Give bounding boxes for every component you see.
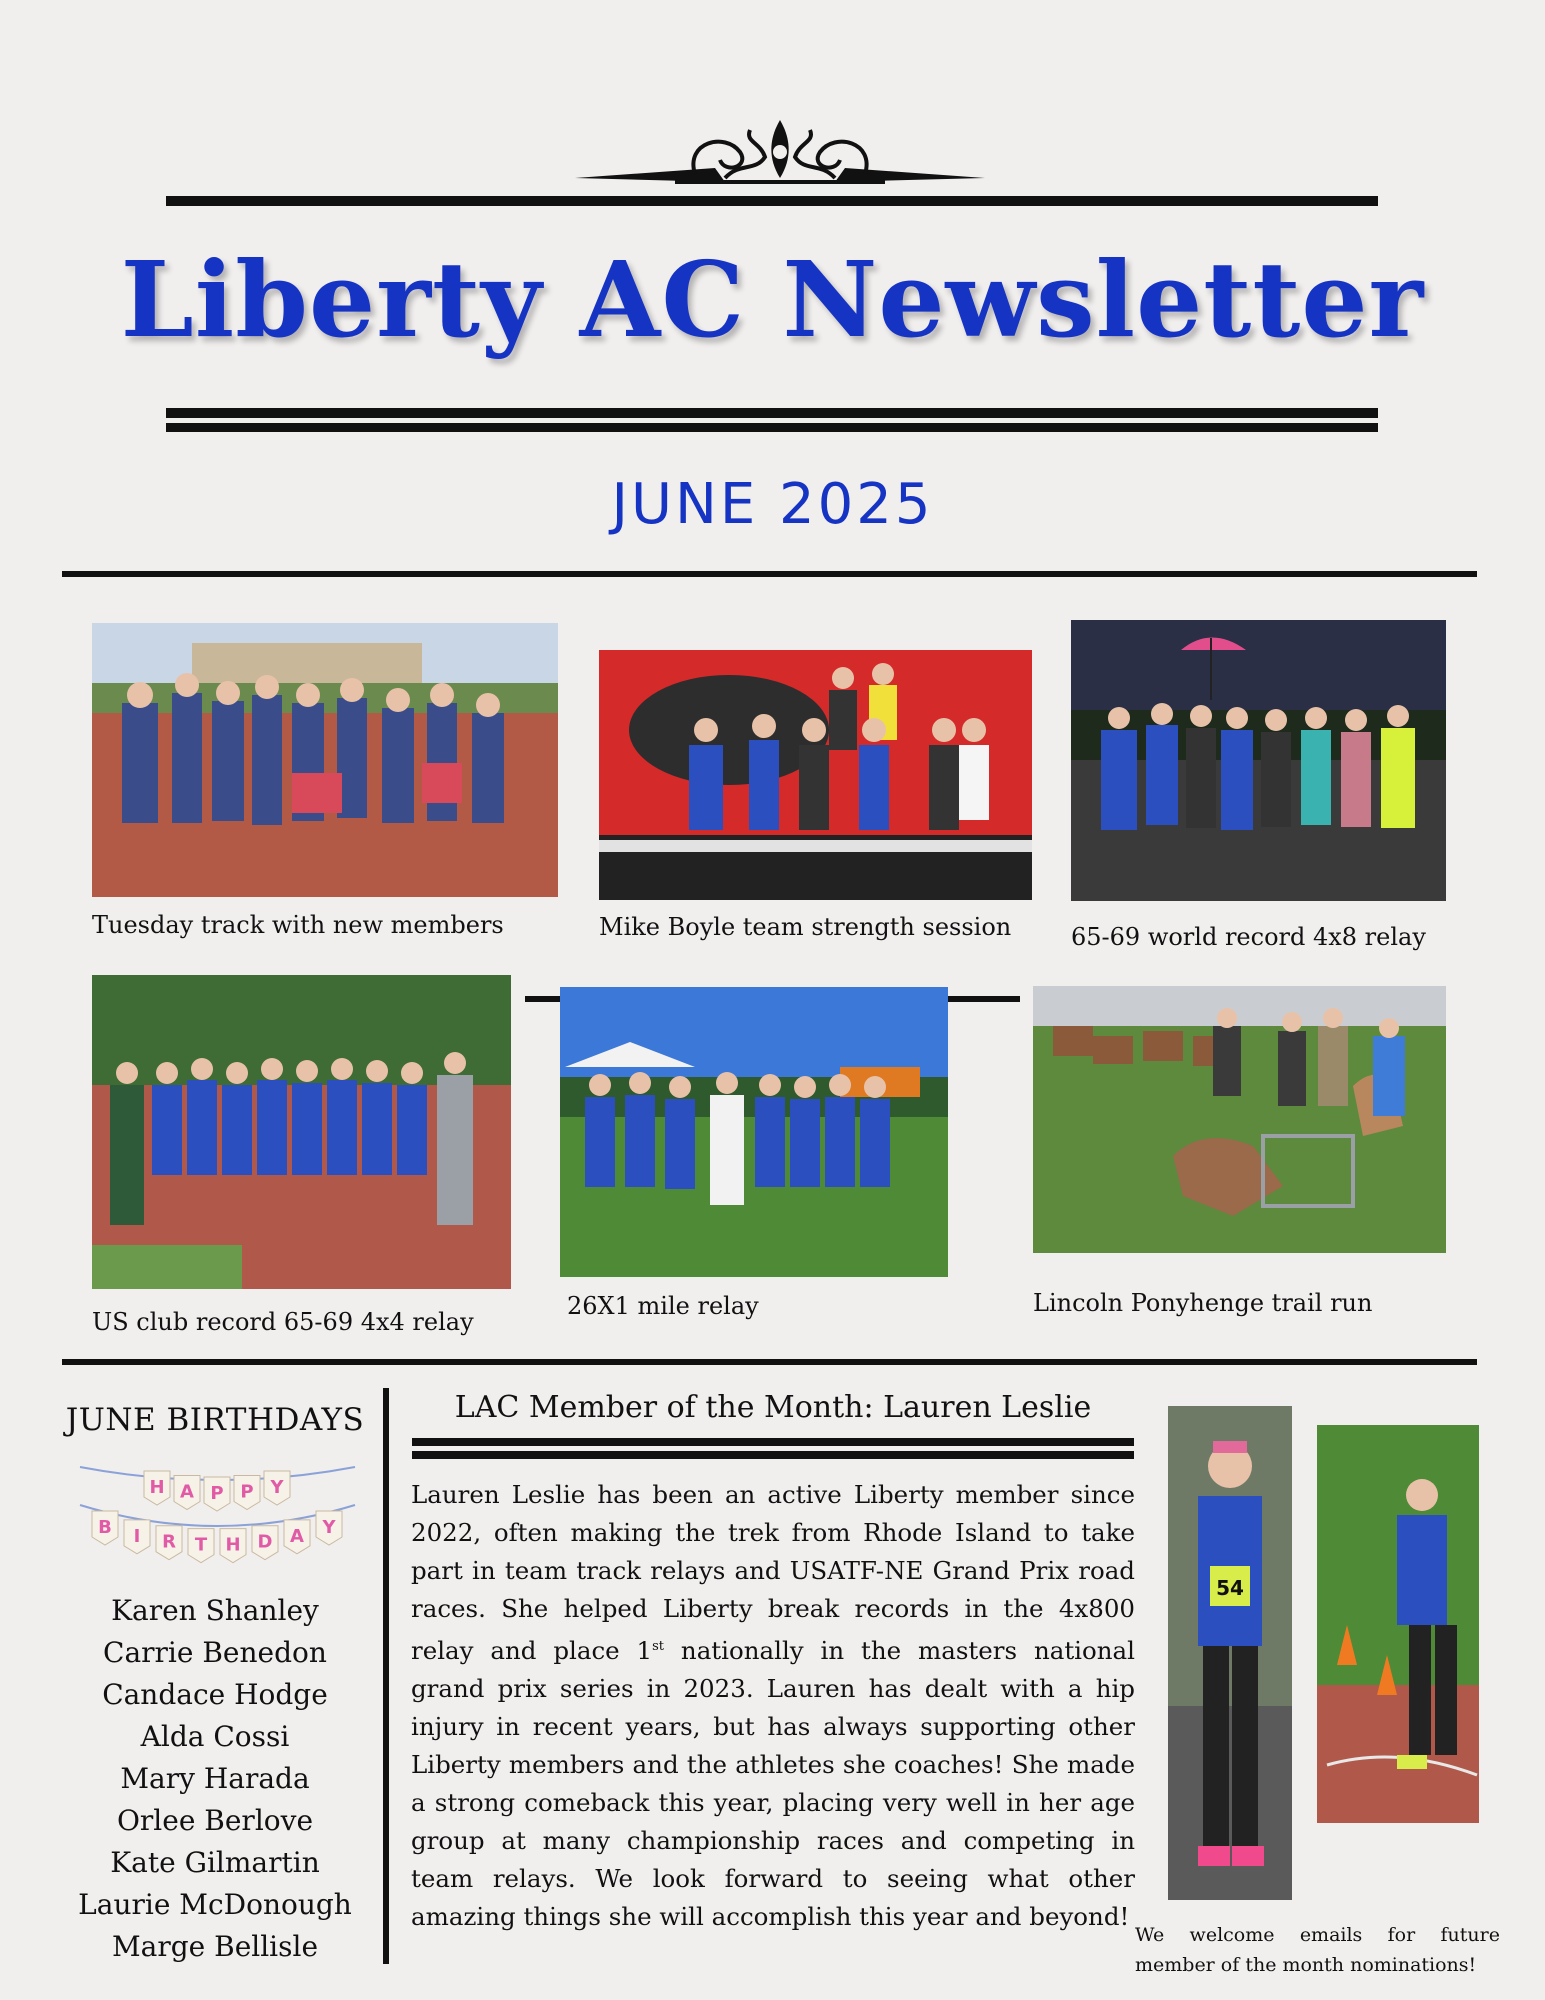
banner-flag [234,1476,260,1510]
birthday-name: Laurie McDonough [78,1888,352,1921]
photo-caption: 65-69 world record 4x8 relay [1071,923,1426,951]
masthead-double-rule-bottom [166,423,1378,432]
banner-flag [124,1520,150,1554]
birthday-name: Alda Cossi [140,1720,290,1753]
banner-flag [144,1471,170,1505]
photo-caption: Mike Boyle team strength session [599,913,1012,941]
birthday-name: Karen Shanley [111,1594,319,1627]
photo-lauren-leslie-race [1168,1406,1292,1900]
birthdays-heading: JUNE BIRTHDAYS [65,1402,365,1438]
photo-26x1-mile-relay [560,987,948,1277]
banner-letter: R [162,1531,176,1553]
banner-letter: I [133,1525,141,1547]
banner-letter: P [240,1481,254,1503]
banner-letter: H [225,1534,241,1556]
banner-flag [316,1511,342,1545]
birthday-name: Carrie Benedon [103,1636,327,1669]
photo-tuesday-track [92,623,558,897]
member-of-month-article: Lauren Leslie has been an active Liberty member since 2022, often making the trek from Rhode Island to take part in team track relays and USATF-NE Grand Prix road races. She helped Liberty break records in the 4x800 relay and place 1st nationally in the masters national grand prix series in 2023. Lauren has dealt with a hip injury in recent years, but has always supporting other Liberty members and the athletes she coaches! She made a strong comeback this year, placing very well in her age group at many championship races and competing in team relays. We look forward to seeing what other amazing things she will accomplish this year and beyond! [411,1480,1135,1932]
bib-number: 54 [1216,1576,1244,1600]
banner-letter: A [180,1481,194,1503]
issue-date: JUNE 2025 [611,472,934,537]
flourish-ornament-icon [575,112,985,188]
banner-flag [204,1477,230,1511]
masthead-double-rule-top [166,408,1378,418]
photo-lincoln-ponyhenge-trail-run [1033,986,1446,1253]
section-divider-bottom [62,1359,1477,1365]
photo-world-record-4x8-relay [1071,620,1446,901]
banner-letter: Y [322,1517,336,1538]
banner-letter: D [257,1531,273,1553]
photo-caption: Lincoln Ponyhenge trail run [1033,1289,1373,1317]
photo-lauren-leslie-track [1317,1425,1479,1823]
photo-caption: Tuesday track with new members [92,911,504,939]
section-divider-top [62,571,1477,577]
photo-us-club-record-4x4-relay [92,975,511,1289]
member-of-month-heading: LAC Member of the Month: Lauren Leslie [454,1390,1092,1425]
banner-flag [220,1529,246,1563]
banner-flag [284,1520,310,1554]
column-divider [383,1388,389,1964]
heading-double-rule-top [412,1438,1134,1446]
banner-letter: Y [270,1477,284,1498]
photo-caption: US club record 65-69 4x4 relay [92,1308,474,1336]
birthday-name: Orlee Berlove [116,1804,314,1837]
birthday-name: Mary Harada [120,1762,310,1795]
masthead-top-rule [166,196,1378,206]
banner-flag [174,1476,200,1510]
banner-letter: B [98,1517,112,1538]
photo-mike-boyle-strength [599,650,1032,900]
heading-double-rule-bottom [412,1451,1134,1459]
birthday-name: Kate Gilmartin [110,1846,320,1879]
happy-birthday-banner-icon [75,1455,360,1580]
banner-flag [188,1529,214,1563]
birthday-name: Candace Hodge [102,1678,328,1711]
banner-letter: T [194,1534,208,1556]
newsletter-title: Liberty AC Newsletter [120,238,1425,361]
banner-letter: P [210,1483,224,1504]
banner-letter: A [290,1525,304,1547]
birthday-name-list [60,1590,370,1968]
banner-letter: H [149,1477,165,1498]
birthday-name: Marge Bellisle [111,1930,319,1963]
banner-flag [156,1526,182,1560]
banner-flag [252,1526,278,1560]
banner-flag [264,1471,290,1505]
nomination-note: We welcome emails for future member of the month nominations! [1135,1924,1500,1976]
photo-caption: 26X1 mile relay [567,1292,759,1320]
banner-flag [92,1511,118,1545]
